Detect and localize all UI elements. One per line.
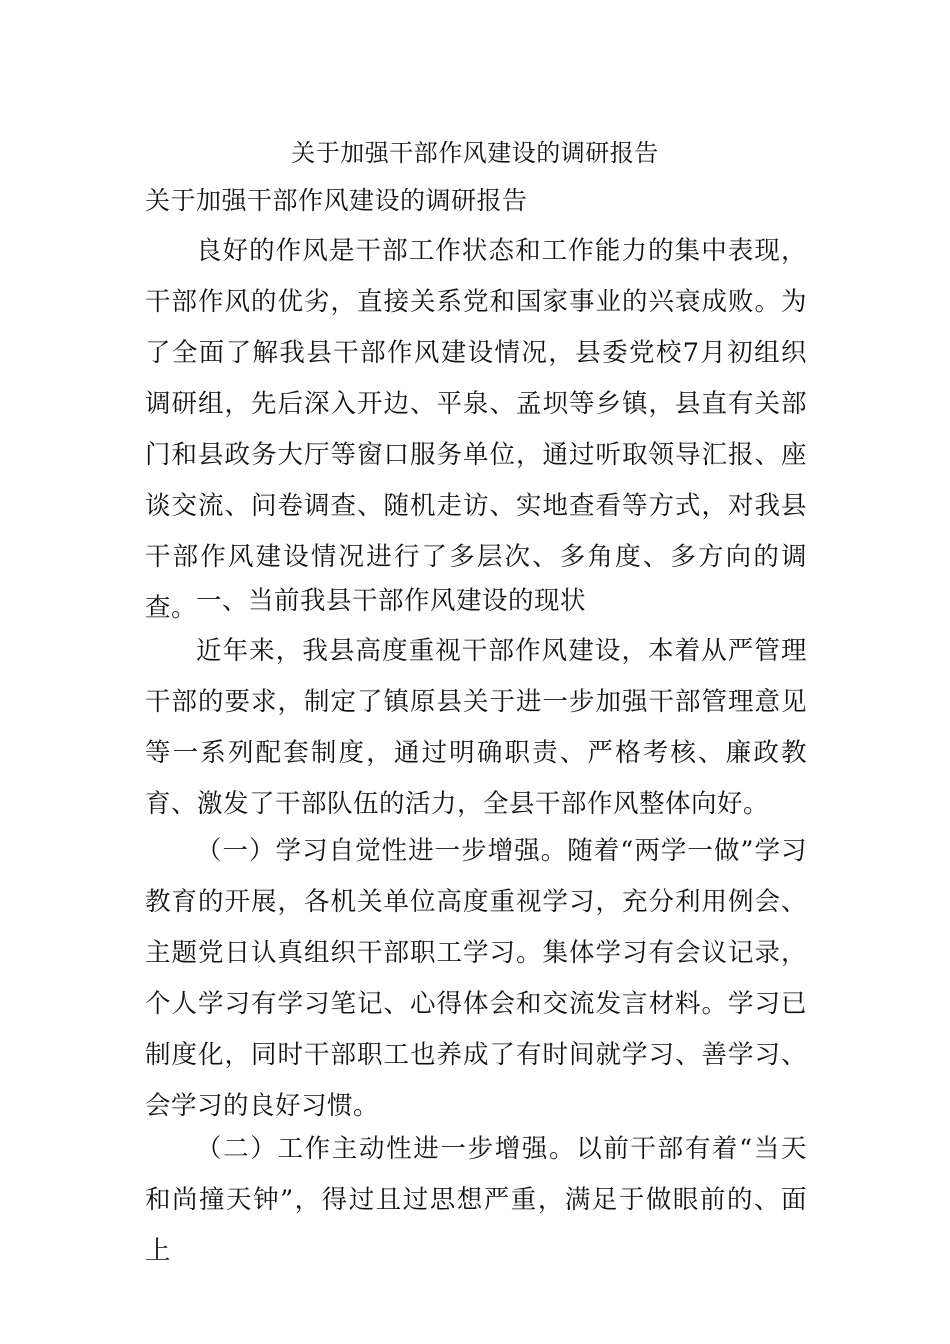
paragraph-intro: 良好的作风是干部工作状态和工作能力的集中表现，干部作风的优劣，直接关系党和国家事业的兴衰成败。为了全面了解我县干部作风建设情况，县委党校7月初组织调研组，先后深入开边、平泉、孟坝等乡镇，县直有关部门和县政务大厅等窗口服务单位，通过听取领导汇报、座谈交流、问卷调查、随机走访、实地查看等方式，对我县干部作风建设情况进行了多层次、多角度、多方向的调查。	[145, 236, 807, 623]
paragraph-overview: 近年来，我县高度重视干部作风建设，本着从严管理干部的要求，制定了镇原县关于进一步加强干部管理意见等一系列配套制度，通过明确职责、严格考核、廉政教育、激发了干部队伍的活力，全县干部作风整体向好。	[145, 636, 807, 819]
paragraph-initiative: （二）工作主动性进一步增强。以前干部有着“当天和尚撞天钟”，得过且过思想严重，满足于做眼前的、面上	[145, 1134, 807, 1266]
document-subtitle: 关于加强干部作风建设的调研报告	[145, 186, 528, 215]
paragraph-learning: （一）学习自觉性进一步增强。随着“两学一做”学习教育的开展，各机关单位高度重视学习，充分利用例会、主题党日认真组织干部职工学习。集体学习有会议记录，个人学习有学习笔记、心得体会和交流发言材料。学习已制度化，同时干部职工也养成了有时间就学习、善学习、会学习的良好习惯。	[145, 836, 807, 1121]
section-heading-status: 一、当前我县干部作风建设的现状	[196, 586, 587, 616]
document-title: 关于加强干部作风建设的调研报告	[291, 139, 659, 167]
